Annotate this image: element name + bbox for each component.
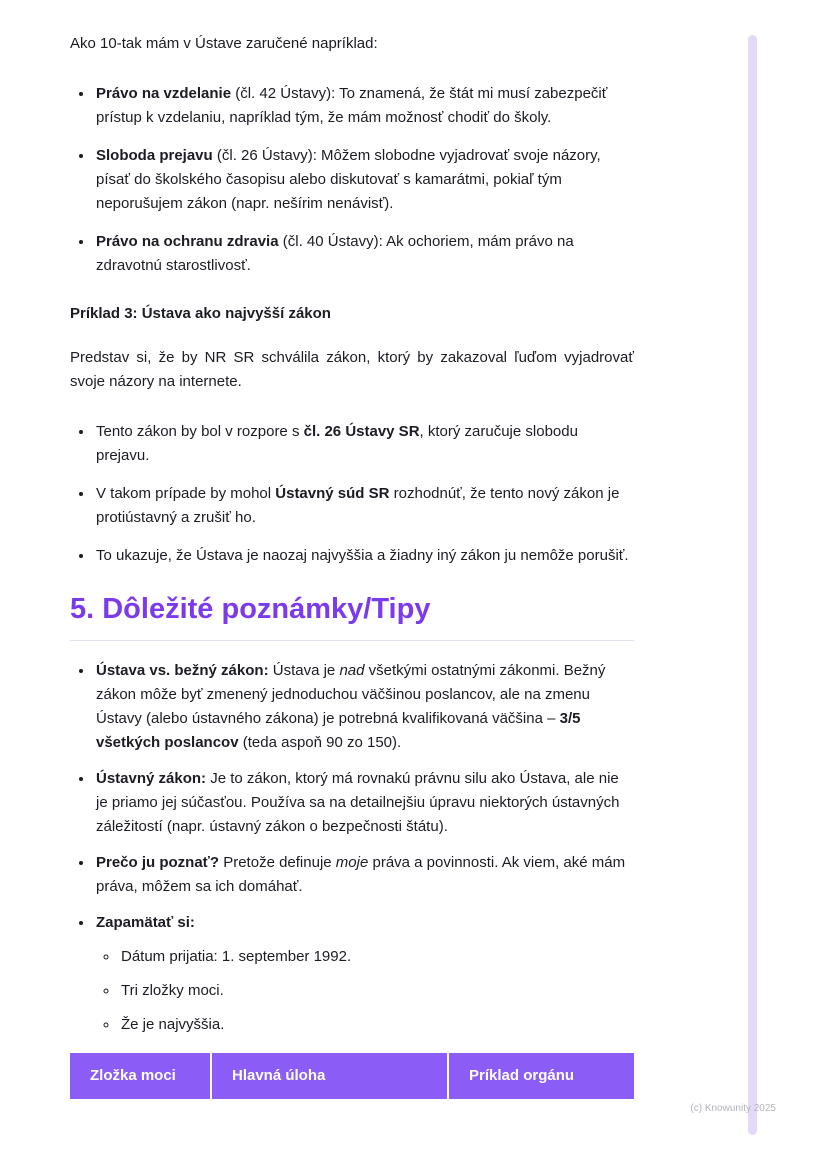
text-segment: Ústava vs. bežný zákon: <box>96 661 269 679</box>
text-segment: práva a povinnosti. Ak viem, aké mám práva, môžem sa ich domáhať. <box>96 853 626 895</box>
example3-paragraph: Predstav si, že by NR SR schválila zákon, ktorý by zakazoval ľuďom vyjadrovať svoje názory na internete. <box>70 349 634 390</box>
sub-list-item: ◦ Tri zložky moci. <box>119 979 634 1003</box>
list-item <box>94 230 634 278</box>
text-segment: (čl. 26 Ústavy): Môžem slobodne vyjadrovať svoje názory, písať do školského časopisu alebo diskutovať s kamarátmi, pokiaľ tým neporušujem zákon (napr. nešírim nenávisť). <box>96 147 601 212</box>
text-segment: všetkými ostatnými zákonmi. Bežný zákon môže byť zmenený jednoduchou väčšinou poslancov, ale na zmenu Ústavy (alebo ústavného zákona) je potrebná kvalifikovaná väčšina – <box>96 661 606 727</box>
list-item <box>94 911 634 1037</box>
rights-list <box>70 82 634 278</box>
text-segment: 3/5 všetkých poslancov <box>96 709 581 751</box>
table-header-cell-zlozka-moci: Zložka moci <box>70 1053 210 1100</box>
text-segment: nad <box>339 661 365 679</box>
watermark: (c) Knowunity 2025 <box>690 1103 776 1114</box>
text-segment: Tento zákon by bol v rozpore s <box>96 423 304 440</box>
table-header-row <box>70 1053 634 1100</box>
list-item <box>94 482 634 530</box>
list-item <box>94 420 634 468</box>
intro-paragraph: Ako 10-tak mám v Ústave zaručené napríklad: <box>70 35 378 52</box>
list-item <box>94 767 634 839</box>
example3-heading: Príklad 3: Ústava ako najvyšší zákon <box>70 305 331 322</box>
table-header-cell-priklad-organu: Príklad orgánu <box>449 1053 634 1100</box>
list-item <box>94 82 634 130</box>
list-item <box>94 144 634 216</box>
text-segment: moje <box>335 853 369 871</box>
text-segment: Právo na vzdelanie <box>96 85 232 102</box>
table-header-cell-hlavna-uloha: Hlavná úloha <box>212 1053 447 1100</box>
text-segment: Ústavný súd SR <box>275 485 390 502</box>
text-segment: (čl. 40 Ústavy): Ak ochoriem, mám právo na zdravotnú starostlivosť. <box>96 233 574 274</box>
tips-list <box>70 659 634 1037</box>
text-segment: (teda aspoň 90 zo 150). <box>238 733 402 751</box>
sub-list-item: ◦ Že je najvyššia. <box>119 1013 634 1037</box>
text-segment: V takom prípade by mohol <box>96 485 276 502</box>
text-segment: čl. 26 Ústavy SR <box>303 423 420 440</box>
sub-list-item: ◦ Dátum prijatia: 1. september 1992. <box>119 945 634 969</box>
text-segment: rozhodnúť, že tento nový zákon je protiústavný a zrušiť ho. <box>96 485 620 526</box>
list-item <box>94 659 634 755</box>
text-segment: Zapamätať si: <box>96 913 195 931</box>
text-segment: Právo na ochranu zdravia <box>96 233 279 250</box>
text-segment: Pretože definuje <box>219 853 336 871</box>
scrollbar-thumb[interactable] <box>748 35 757 1135</box>
list-item <box>94 851 634 899</box>
list-item <box>94 544 634 568</box>
text-segment: Ústavný zákon: <box>96 769 207 787</box>
text-segment: To ukazuje, že Ústava je naozaj najvyššia a žiadny iný zákon ju nemôže porušiť. <box>96 547 629 564</box>
document-page <box>70 32 634 1099</box>
text-segment: Ústava je <box>268 661 340 679</box>
text-segment: Je to zákon, ktorý má rovnakú právnu silu ako Ústava, ale nie je priamo jej súčasťou. Používa sa na detailnejšiu úpravu niektorých ústavných záležitostí (napr. ústavný zákon o bezpečnosti štátu). <box>96 769 620 835</box>
sub-list <box>96 945 634 1037</box>
section5-heading: 5. Dôležité poznámky/Tipy <box>70 592 634 641</box>
text-segment: , ktorý zaručuje slobodu prejavu. <box>96 423 578 464</box>
text-segment: Prečo ju poznať? <box>96 853 220 871</box>
text-segment: (čl. 42 Ústavy): To znamená, že štát mi musí zabezpečiť prístup k vzdelaniu, napríklad tým, že mám možnosť chodiť do školy. <box>96 85 608 126</box>
text-segment: Sloboda prejavu <box>96 147 213 164</box>
example3-list <box>70 420 634 568</box>
